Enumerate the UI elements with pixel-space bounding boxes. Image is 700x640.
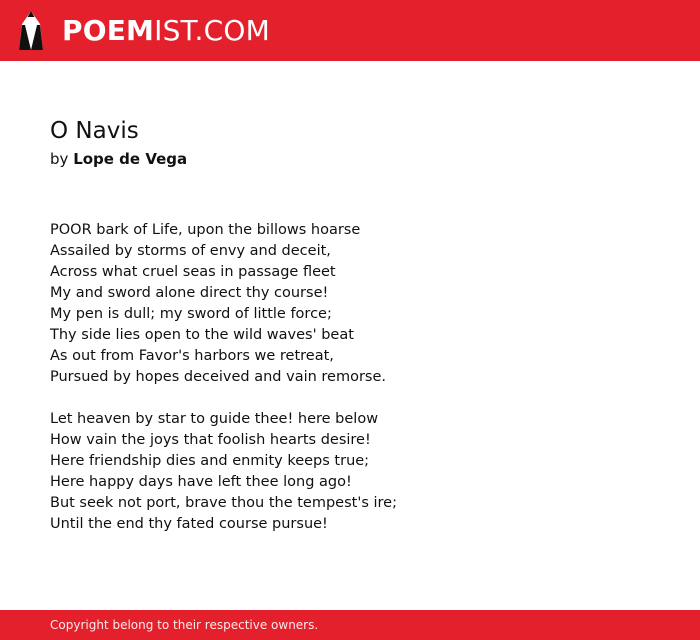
poem-line: But seek not port, brave thou the tempest's ire;: [50, 495, 397, 511]
poem-title: O Navis: [50, 118, 139, 144]
logo-text-light: IST.COM: [154, 14, 270, 47]
poem-line: Thy side lies open to the wild waves' beat: [50, 327, 354, 343]
poem-line: My pen is dull; my sword of little force;: [50, 306, 332, 322]
site-logo-link[interactable]: [18, 10, 270, 52]
poem-line: My and sword alone direct thy course!: [50, 285, 329, 301]
poem-line: Here happy days have left thee long ago!: [50, 474, 352, 490]
poem-line: How vain the joys that foolish hearts desire!: [50, 432, 371, 448]
poem-text: [50, 220, 650, 535]
logo-text-bold: POEM: [62, 14, 155, 47]
poem-line: Pursued by hopes deceived and vain remorse.: [50, 369, 387, 385]
poem-line: Across what cruel seas in passage fleet: [50, 264, 336, 280]
site-logo-text: [62, 14, 270, 47]
poem-line: POOR bark of Life, upon the billows hoarse: [50, 222, 361, 238]
pencil-tip-icon: [18, 10, 44, 52]
poem-line: Let heaven by star to guide thee! here below: [50, 411, 379, 427]
stanza-2: [50, 409, 650, 535]
poem-line: Assailed by storms of envy and deceit,: [50, 243, 331, 259]
copyright-text: Copyright belong to their respective owners.: [50, 618, 319, 632]
site-header: [0, 0, 700, 61]
site-footer: [0, 610, 700, 640]
poem-content: [50, 116, 650, 556]
author-link[interactable]: Lope de Vega: [73, 150, 188, 168]
stanza-1: [50, 220, 650, 388]
byline-prefix: by: [50, 150, 69, 168]
poem-line: Here friendship dies and enmity keeps true;: [50, 453, 370, 469]
poem-line: Until the end thy fated course pursue!: [50, 516, 328, 532]
poem-line: As out from Favor's harbors we retreat,: [50, 348, 334, 364]
poem-byline: [50, 149, 650, 169]
